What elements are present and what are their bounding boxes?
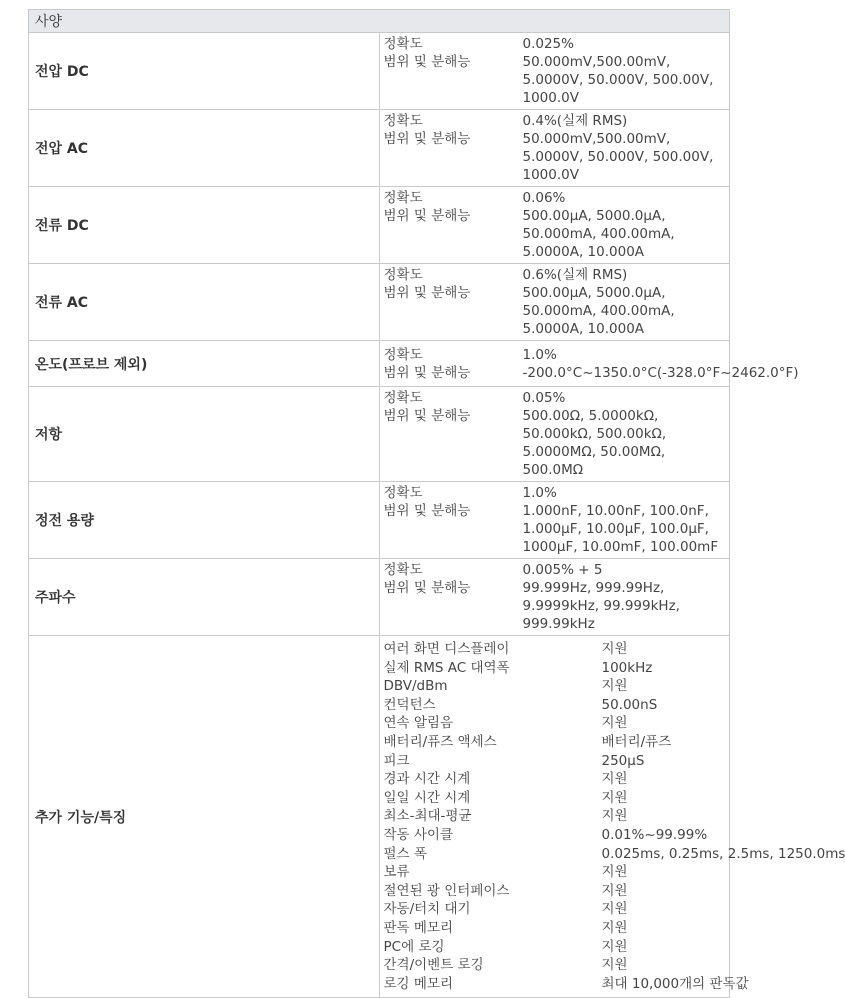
feature-name: 실제 RMS AC 대역폭 bbox=[384, 659, 602, 678]
feature-value: 지원 bbox=[602, 863, 845, 882]
feature-grid bbox=[384, 638, 730, 995]
spec-header: 사양 bbox=[29, 10, 730, 33]
range-value: 1.000nF, 10.00nF, 100.0nF, 1.000µF, 10.00µF, 100.0µF, 1000µF, 10.00mF, 100.00mF bbox=[523, 502, 730, 556]
spec-row-current-dc bbox=[29, 187, 730, 264]
accuracy-value: 0.06% bbox=[523, 189, 730, 207]
spec-detail bbox=[379, 387, 730, 482]
spec-table bbox=[28, 9, 730, 998]
feature-value: 지원 bbox=[602, 938, 845, 957]
feature-name: 최소-최대-평균 bbox=[384, 807, 602, 826]
feature-list bbox=[379, 636, 730, 998]
range-value: 50.000mV,500.00mV, 5.0000V, 50.000V, 500.00V, 1000.0V bbox=[523, 53, 730, 107]
feature-name: 절연된 광 인터페이스 bbox=[384, 882, 602, 901]
feature-value: 지원 bbox=[602, 770, 845, 789]
spec-label: 전압 AC bbox=[29, 110, 380, 187]
feature-value: 지원 bbox=[602, 956, 845, 975]
feature-value: 50.00nS bbox=[602, 696, 845, 715]
feature-name: 판독 메모리 bbox=[384, 919, 602, 938]
spec-label: 전류 DC bbox=[29, 187, 380, 264]
feature-name: 여러 화면 디스플레이 bbox=[384, 640, 602, 659]
range-label: 범위 및 분해능 bbox=[384, 284, 523, 338]
spec-row-resistance bbox=[29, 387, 730, 482]
feature-name: 보류 bbox=[384, 863, 602, 882]
feature-value: 지원 bbox=[602, 882, 845, 901]
feature-value: 250µS bbox=[602, 752, 845, 771]
spec-label: 정전 용량 bbox=[29, 482, 380, 559]
range-label: 범위 및 분해능 bbox=[384, 502, 523, 556]
feature-value: 배터리/퓨즈 bbox=[602, 733, 845, 752]
accuracy-value: 1.0% bbox=[523, 484, 730, 502]
accuracy-label: 정확도 bbox=[384, 266, 523, 284]
range-label: 범위 및 분해능 bbox=[384, 207, 523, 261]
feature-name: 컨덕턴스 bbox=[384, 696, 602, 715]
range-value: 500.00µA, 5000.0µA, 50.000mA, 400.00mA, 5.0000A, 10.000A bbox=[523, 284, 730, 338]
accuracy-label: 정확도 bbox=[384, 189, 523, 207]
spec-detail bbox=[379, 341, 730, 387]
range-label: 범위 및 분해능 bbox=[384, 130, 523, 184]
spec-label: 전압 DC bbox=[29, 33, 380, 110]
feature-name: 로깅 메모리 bbox=[384, 975, 602, 994]
feature-value: 지원 bbox=[602, 807, 845, 826]
feature-value: 지원 bbox=[602, 714, 845, 733]
feature-value: 지원 bbox=[602, 677, 845, 696]
feature-name: 펄스 폭 bbox=[384, 845, 602, 864]
feature-value: 지원 bbox=[602, 919, 845, 938]
feature-name: DBV/dBm bbox=[384, 677, 602, 696]
feature-name: 피크 bbox=[384, 752, 602, 771]
accuracy-label: 정확도 bbox=[384, 346, 523, 364]
feature-name: 일일 시간 시계 bbox=[384, 789, 602, 808]
spec-detail bbox=[379, 264, 730, 341]
feature-value: 100kHz bbox=[602, 659, 845, 678]
range-label: 범위 및 분해능 bbox=[384, 53, 523, 107]
accuracy-value: 0.005% + 5 bbox=[523, 561, 730, 579]
spec-detail bbox=[379, 110, 730, 187]
accuracy-value: 0.6%(실제 RMS) bbox=[523, 266, 730, 284]
accuracy-value: 0.4%(실제 RMS) bbox=[523, 112, 730, 130]
feature-name: 간격/이벤트 로깅 bbox=[384, 956, 602, 975]
spec-label: 전류 AC bbox=[29, 264, 380, 341]
spec-header-row bbox=[29, 10, 730, 33]
spec-label: 주파수 bbox=[29, 559, 380, 636]
range-value: 50.000mV,500.00mV, 5.0000V, 50.000V, 500.00V, 1000.0V bbox=[523, 130, 730, 184]
spec-row-capacitance bbox=[29, 482, 730, 559]
spec-detail bbox=[379, 559, 730, 636]
feature-name: 자동/터치 대기 bbox=[384, 900, 602, 919]
spec-detail bbox=[379, 33, 730, 110]
accuracy-value: 1.0% bbox=[523, 346, 803, 364]
spec-label: 추가 기능/특징 bbox=[29, 636, 380, 998]
spec-detail bbox=[379, 482, 730, 559]
feature-value: 지원 bbox=[602, 900, 845, 919]
spec-row-current-ac bbox=[29, 264, 730, 341]
range-value: 99.999Hz, 999.99Hz, 9.9999kHz, 99.999kHz, 999.99kHz bbox=[523, 579, 730, 633]
feature-value: 최대 10,000개의 판독값 bbox=[602, 975, 845, 994]
feature-value: 지원 bbox=[602, 789, 845, 808]
spec-row-voltage-dc bbox=[29, 33, 730, 110]
range-value: 500.00µA, 5000.0µA, 50.000mA, 400.00mA, 5.0000A, 10.000A bbox=[523, 207, 730, 261]
spec-label: 저항 bbox=[29, 387, 380, 482]
accuracy-label: 정확도 bbox=[384, 112, 523, 130]
range-label: 범위 및 분해능 bbox=[384, 407, 523, 479]
feature-value: 지원 bbox=[602, 640, 845, 659]
spec-row-temperature bbox=[29, 341, 730, 387]
feature-value: 0.025ms, 0.25ms, 2.5ms, 1250.0ms bbox=[602, 845, 845, 864]
feature-name: 배터리/퓨즈 액세스 bbox=[384, 733, 602, 752]
feature-name: 연속 알림음 bbox=[384, 714, 602, 733]
spec-row-features bbox=[29, 636, 730, 998]
feature-name: PC에 로깅 bbox=[384, 938, 602, 957]
accuracy-value: 0.05% bbox=[523, 389, 730, 407]
range-label: 범위 및 분해능 bbox=[384, 579, 523, 633]
spec-row-frequency bbox=[29, 559, 730, 636]
accuracy-label: 정확도 bbox=[384, 35, 523, 53]
range-value: 500.00Ω, 5.0000kΩ, 50.000kΩ, 500.00kΩ, 5.0000MΩ, 50.00MΩ, 500.0MΩ bbox=[523, 407, 730, 479]
accuracy-label: 정확도 bbox=[384, 484, 523, 502]
accuracy-label: 정확도 bbox=[384, 389, 523, 407]
accuracy-value: 0.025% bbox=[523, 35, 730, 53]
range-value: -200.0°C~1350.0°C(-328.0°F~2462.0°F) bbox=[523, 364, 803, 382]
spec-row-voltage-ac bbox=[29, 110, 730, 187]
feature-name: 작동 사이클 bbox=[384, 826, 602, 845]
feature-value: 0.01%~99.99% bbox=[602, 826, 845, 845]
range-label: 범위 및 분해능 bbox=[384, 364, 523, 382]
accuracy-label: 정확도 bbox=[384, 561, 523, 579]
spec-detail bbox=[379, 187, 730, 264]
feature-name: 경과 시간 시계 bbox=[384, 770, 602, 789]
spec-label: 온도(프로브 제외) bbox=[29, 341, 380, 387]
